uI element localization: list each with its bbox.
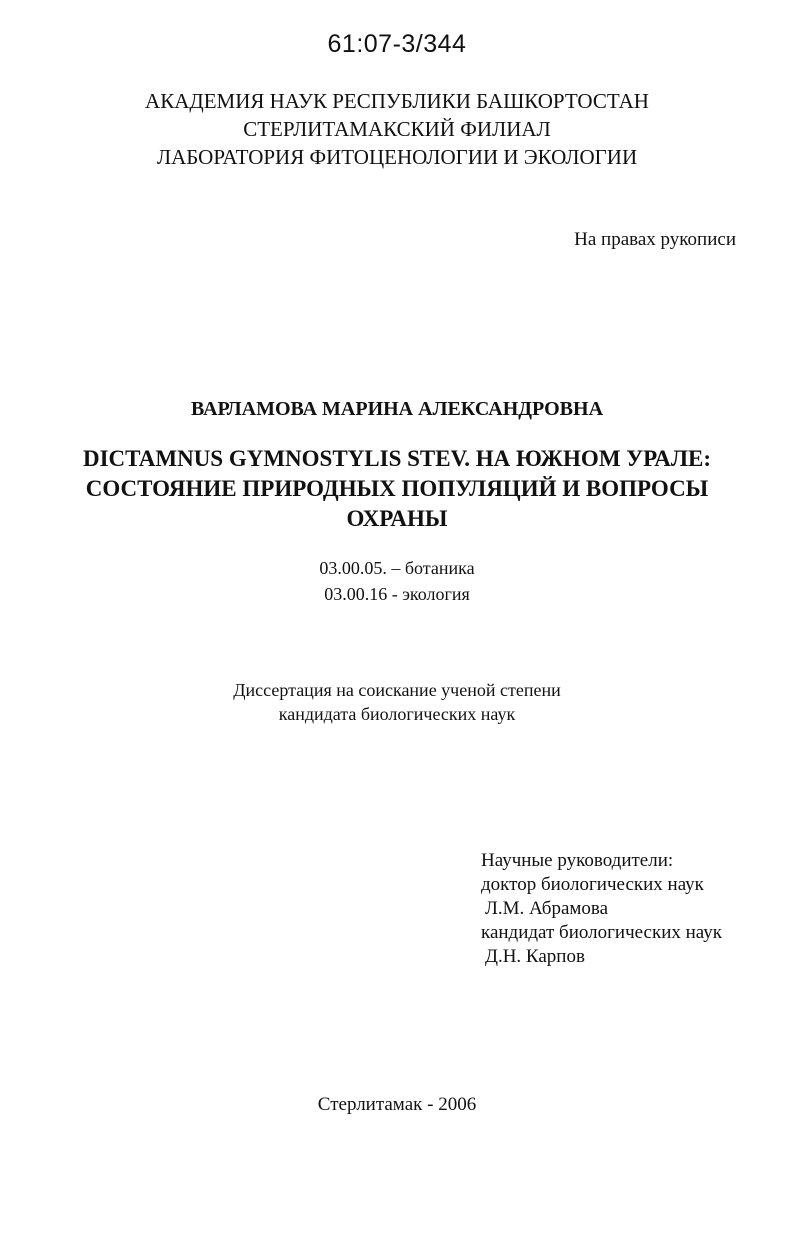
degree-line: кандидата биологических наук — [278, 704, 516, 724]
specialty-line: 03.00.16 - экология — [324, 584, 470, 604]
dissertation-title — [0, 444, 794, 534]
organization-line: СТЕРЛИТАМАКСКИЙ ФИЛИАЛ — [243, 117, 551, 141]
advisors-block — [481, 849, 722, 969]
organization-line: АКАДЕМИЯ НАУК РЕСПУБЛИКИ БАШКОРТОСТАН — [145, 89, 649, 113]
author-name: ВАРЛАМОВА МАРИНА АЛЕКСАНДРОВНА — [190, 398, 604, 420]
advisor-degree: доктор биологических наук — [481, 874, 704, 895]
organization-block — [0, 87, 794, 171]
title-line: СОСТОЯНИЕ ПРИРОДНЫХ ПОПУЛЯЦИЙ И ВОПРОСЫ — [85, 476, 709, 501]
degree-line: Диссертация на соискание ученой степени — [233, 680, 561, 700]
organization-line: ЛАБОРАТОРИЯ ФИТОЦЕНОЛОГИИ И ЭКОЛОГИИ — [156, 145, 638, 169]
advisor-name: Л.М. Абрамова — [485, 898, 609, 919]
specialty-codes — [0, 555, 794, 607]
advisor-degree: кандидат биологических наук — [481, 922, 722, 943]
advisors-heading: Научные руководители: — [481, 850, 674, 871]
title-line: DICTAMNUS GYMNOSTYLIS STEV. НА ЮЖНОМ УРАЛЕ: — [82, 446, 712, 471]
degree-statement — [0, 678, 794, 726]
city-year: Стерлитамак - 2006 — [317, 1094, 477, 1115]
manuscript-note: На правах рукописи — [574, 229, 736, 250]
archive-code: 61:07-3/344 — [327, 30, 467, 58]
advisor-name: Д.Н. Карпов — [485, 946, 585, 967]
specialty-line: 03.00.05. – ботаника — [319, 558, 475, 578]
title-line: ОХРАНЫ — [346, 506, 448, 531]
